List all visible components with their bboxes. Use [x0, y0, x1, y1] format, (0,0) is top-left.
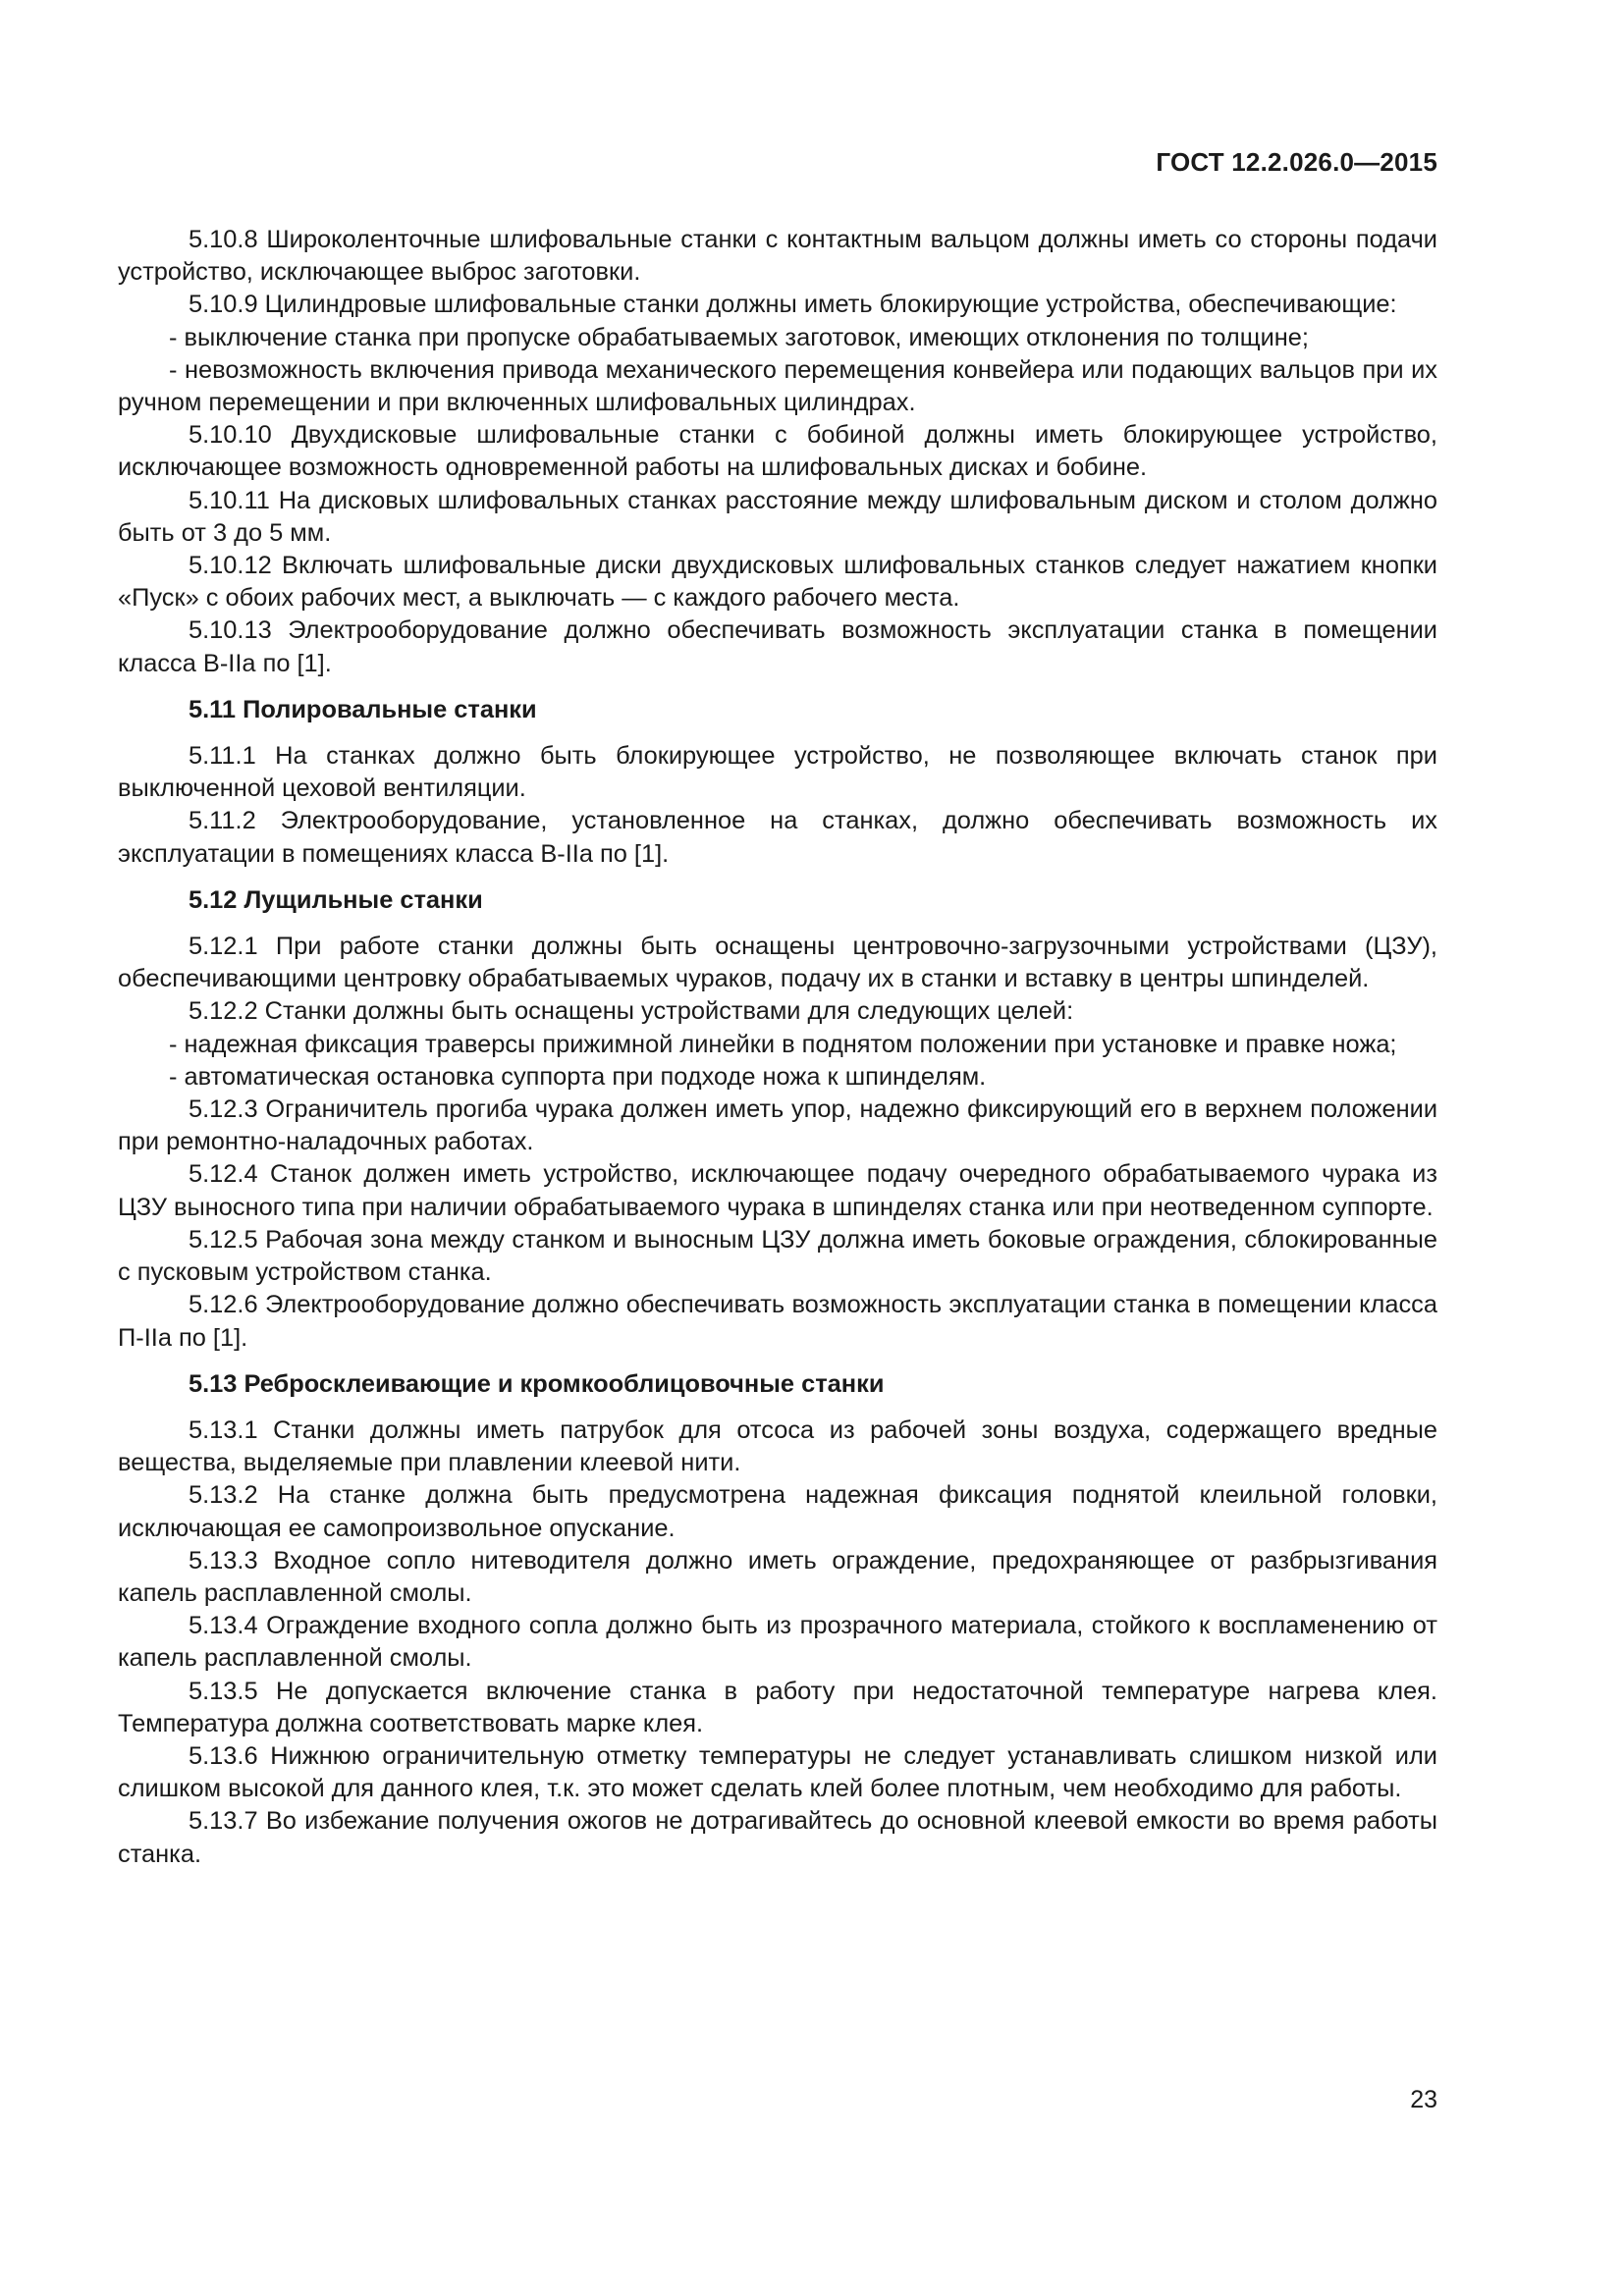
- clause-5-13-3: 5.13.3 Входное сопло нитеводителя должно иметь ограждение, предохраняющее от разбрызгивания капель расплавленной смолы.: [118, 1546, 1437, 1607]
- document-id-header: ГОСТ 12.2.026.0—2015: [1156, 147, 1437, 177]
- clause-5-10-8: 5.10.8 Широколенточные шлифовальные станки с контактным вальцом должны иметь со стороны подачи устройство, исключающее выброс заготовки.: [118, 226, 1437, 287]
- clause-5-12-4: 5.12.4 Станок должен иметь устройство, исключающее подачу очередного обрабатываемого чурака из ЦЗУ выносного типа при наличии обрабатываемого чурака в шпинделях станка или при неотведенном суппорте.: [118, 1160, 1437, 1221]
- clause-5-12-2-item-a: - надежная фиксация траверсы прижимной линейки в поднятом положении при установке и правке ножа;: [169, 1030, 1397, 1058]
- clause-5-10-12: 5.10.12 Включать шлифовальные диски двухдисковых шлифовальных станков следует нажатием кнопки «Пуск» с обоих рабочих мест, а выключать — с каждого рабочего места.: [118, 552, 1437, 613]
- clause-5-10-10: 5.10.10 Двухдисковые шлифовальные станки с бобиной должны иметь блокирующее устройство, исключающее возможность одновременной работы на шлифовальных дисках и бобине.: [118, 421, 1437, 482]
- document-body: [118, 224, 1437, 1871]
- clause-5-11-2: 5.11.2 Электрооборудование, установленное на станках, должно обеспечивать возможность их эксплуатации в помещениях класса В-IIa по [1].: [118, 807, 1437, 868]
- clause-5-12-2: 5.12.2 Станки должны быть оснащены устройствами для следующих целей:: [189, 997, 1074, 1026]
- clause-5-13-7: 5.13.7 Во избежание получения ожогов не дотрагивайтесь до основной клеевой емкости во время работы станка.: [118, 1807, 1437, 1868]
- clause-5-13-1: 5.13.1 Станки должны иметь патрубок для отсоса из рабочей зоны воздуха, содержащего вредные вещества, выделяемые при плавлении клеевой нити.: [118, 1415, 1437, 1477]
- section-heading-5-12: 5.12 Лущильные станки: [189, 885, 483, 914]
- section-heading-5-11: 5.11 Полировальные станки: [189, 695, 537, 723]
- clause-5-10-9: 5.10.9 Цилиндровые шлифовальные станки должны иметь блокирующие устройства, обеспечивающие:: [189, 291, 1397, 319]
- section-heading-5-13: 5.13 Ребросклеивающие и кромкооблицовочные станки: [189, 1369, 885, 1398]
- clause-5-11-1: 5.11.1 На станках должно быть блокирующее устройство, не позволяющее включать станок при выключенной цеховой вентиляции.: [118, 742, 1437, 803]
- clause-5-12-6: 5.12.6 Электрооборудование должно обеспечивать возможность эксплуатации станка в помещении класса П-IIa по [1].: [118, 1291, 1437, 1352]
- clause-5-12-1: 5.12.1 При работе станки должны быть оснащены центровочно-загрузочными устройствами (ЦЗУ), обеспечивающими центровку обрабатываемых чураков, подачу их в станки и вставку в центры шпинделей.: [118, 933, 1437, 993]
- clause-5-10-9-item-b: - невозможность включения привода механического перемещения конвейера или подающих вальцов при их ручном перемещении и при включенных шлифовальных цилиндрах.: [118, 355, 1437, 417]
- clause-5-12-3: 5.12.3 Ограничитель прогиба чурака должен иметь упор, надежно фиксирующий его в верхнем положении при ремонтно-наладочных работах.: [118, 1095, 1437, 1156]
- clause-5-13-6: 5.13.6 Нижнюю ограничительную отметку температуры не следует устанавливать слишком низкой или слишком высокой для данного клея, т.к. это может сделать клей более плотным, чем необходимо для работы.: [118, 1741, 1437, 1803]
- clause-5-12-5: 5.12.5 Рабочая зона между станком и выносным ЦЗУ должна иметь боковые ограждения, сблокированные с пусковым устройством станка.: [118, 1225, 1437, 1287]
- clause-5-13-2: 5.13.2 На станке должна быть предусмотрена надежная фиксация поднятой клеильной головки, исключающая ее самопроизвольное опускание.: [118, 1481, 1437, 1542]
- clause-5-13-5: 5.13.5 Не допускается включение станка в работу при недостаточной температуре нагрева клея. Температура должна соответствовать марке клея.: [118, 1677, 1437, 1737]
- clause-5-10-9-item-a: - выключение станка при пропуске обрабатываемых заготовок, имеющих отклонения по толщине;: [169, 323, 1309, 351]
- page-number: 23: [1410, 2086, 1437, 2113]
- clause-5-10-13: 5.10.13 Электрооборудование должно обеспечивать возможность эксплуатации станка в помещении класса В-IIa по [1].: [118, 616, 1437, 677]
- clause-5-12-2-item-b: - автоматическая остановка суппорта при подходе ножа к шпинделям.: [169, 1062, 987, 1091]
- clause-5-10-11: 5.10.11 На дисковых шлифовальных станках расстояние между шлифовальным диском и столом должно быть от 3 до 5 мм.: [118, 486, 1437, 547]
- clause-5-13-4: 5.13.4 Ограждение входного сопла должно быть из прозрачного материала, стойкого к воспламенению от капель расплавленной смолы.: [118, 1612, 1437, 1673]
